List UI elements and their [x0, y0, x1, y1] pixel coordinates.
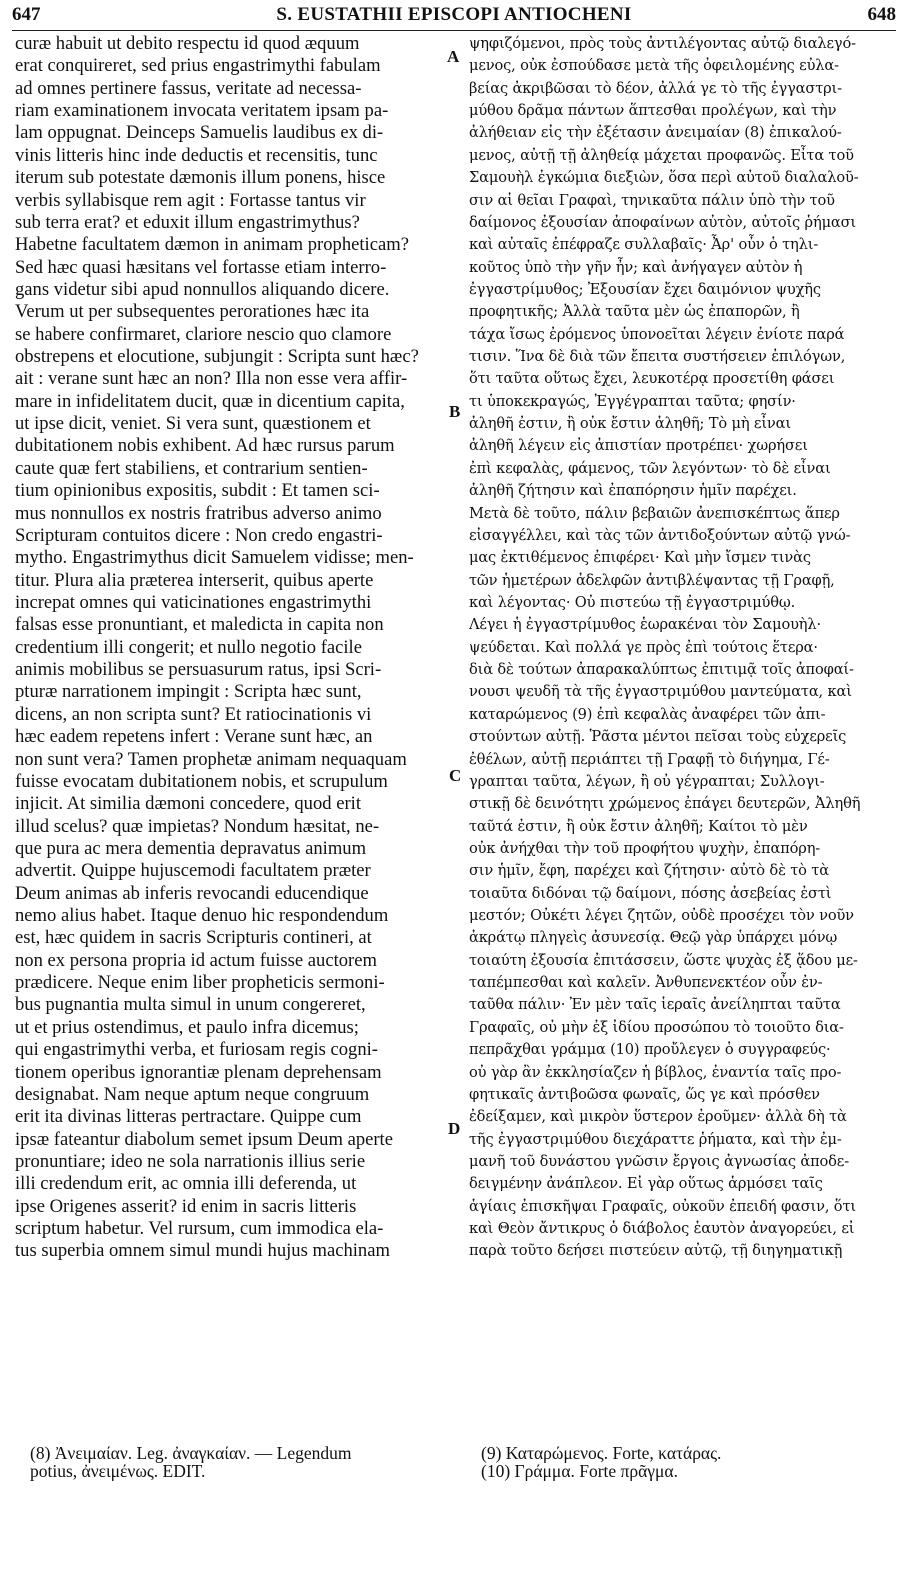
text-line: μας ἐκτιθέμενος ἐπιφέρει· Καὶ μὴν ἴσμεν τινὰς	[469, 549, 811, 567]
text-line: tionem operibus ignorantiæ plenam deprehensam	[15, 1061, 382, 1083]
text-line: titur. Plura alia præterea interserit, quibus aperte	[15, 569, 374, 591]
text-line: τοιαύτη ἐξουσία ἐπιτάσσειν, ὥστε ψυχὰς ἐξ ᾅδου με-	[469, 951, 858, 969]
text-line: στούντων αὐτῇ. Ῥᾶστα μέντοι πεῖσαι τοὺς εὐχερεῖς	[469, 728, 847, 746]
text-line: ἐγγαστρίμυθος; Ἐξουσίαν ἔχει δαιμόνιον ψυχῆς	[469, 280, 821, 298]
footnotes-left	[30, 1444, 450, 1480]
text-line: animis mobilibus se persuasurum ratus, ipsi Scri-	[15, 659, 382, 681]
text-line: ipse Origenes asserit? id enim in sacris litteris	[15, 1195, 357, 1217]
text-line: non sunt vera? Tamen prophetæ animam nequaquam	[15, 748, 407, 770]
text-line: δαίμονος ἐξουσίαν ἀποφαίνων αὐτὸν, αὐτοῖς ῥήμασι	[469, 213, 856, 231]
section-marker-b: B	[449, 402, 461, 421]
text-line: Verum ut per subsequentes perorationes hæc ita	[15, 301, 370, 323]
latin-column	[15, 33, 440, 1263]
greek-column	[469, 33, 901, 1263]
text-line: ἁγίαις ἐπισκῆψαι Γραφαῖς, οὐκοῦν ἐπειδή φασιν, ὅτι	[469, 1197, 856, 1215]
text-line: ἀληθῆ ζήτησιν καὶ ἐπαπόρησιν ἡμῖν παρέχει.	[469, 482, 797, 500]
text-line: bus pugnantia multa simul in unum congereret,	[15, 994, 366, 1016]
text-line: tus superbia omnem simul mundi hujus machinam	[15, 1240, 390, 1262]
text-line: βείας ἀκριβῶσαι τὸ δέον, ἀλλά γε τὸ τῆς ἐγγαστρι-	[469, 79, 842, 97]
text-line: φητικαῖς ἀντιβοῶσα φωναῖς, ὥς γε καὶ πρόσθεν	[469, 1085, 820, 1103]
text-line: καὶ Θεὸν ἄντικρυς ὁ διάβολος ἑαυτὸν ἀναγορεύει, εἰ	[469, 1220, 855, 1238]
text-line: ut ipse dicit, veniet. Si vera sunt, quæstionem et	[15, 413, 371, 435]
text-line: ἀληθῆ λέγειν εἰς ἀπιστίαν προτρέπει· χωρήσει	[469, 437, 808, 455]
text-line: μανῆ τοῦ δυνάστου γνῶσιν ἔργοις ἀγνωσίας ἀποδε-	[469, 1152, 849, 1170]
text-line: δειγμένην ἀνάπλεον. Εἰ γὰρ οὕτως ἁρμόσει ταῖς	[469, 1175, 823, 1193]
text-line: ταῦθα πάλιν· Ἐν μὲν ταῖς ἱεραῖς ἀνείληπται ταῦτα	[469, 996, 841, 1014]
text-line: ἀληθῆ ἐστιν, ἢ οὐκ ἔστιν ἀληθῆ; Τὸ μὴ εἶναι	[469, 415, 791, 433]
text-line: credentium illi congerit; et nullo negotio facile	[15, 636, 362, 658]
text-line: caute quæ fert stabiliens, et contrarium sentien-	[15, 457, 368, 479]
section-marker-d: D	[448, 1119, 461, 1138]
text-line: obstrepens et elocutione, subjungit : Scripta sunt hæc?	[15, 346, 419, 368]
text-line: ἐθέλων, αὐτῇ περιάπτει τῇ Γραφῇ τὸ διήγημα, Γέ-	[469, 750, 830, 768]
text-line: mare in infidelitatem ducit, quæ in dicentium capita,	[15, 390, 405, 412]
section-marker-c: C	[449, 766, 462, 785]
text-line: prædicere. Neque enim liber propheticis sermoni-	[15, 972, 385, 994]
text-line: ipsæ fateantur diabolum semet ipsum Deum aperte	[15, 1128, 393, 1150]
text-line: ad omnes pertinere fassus, veritate ad necessa-	[15, 77, 362, 99]
text-line: Deum animas ab inferis revocandi educendique	[15, 882, 369, 904]
text-line: μύθου δρᾶμα πάντων ἅπτεσθαι προλέγων, καὶ τὴν	[469, 102, 837, 120]
text-line: lam oppugnat. Deinceps Samuelis laudibus ex di-	[15, 122, 384, 144]
text-line: παρὰ τοῦτο δεήσει πιστεύειν αὐτῷ, τῇ διηγηματικῇ	[469, 1242, 843, 1260]
text-line: curæ habuit ut debito respectu id quod æquum	[15, 33, 360, 54]
text-line: dubitationem nobis exhibent. Ad hæc rursus parum	[15, 435, 395, 457]
text-line: ταῦτά ἐστιν, ἢ οὐκ ἔστιν ἀληθῆ; Καίτοι τὸ μὲν	[469, 817, 808, 835]
text-line: τοιαῦτα διδόναι τῷ δαίμονι, πόσης ἀσεβείας ἐστὶ	[469, 884, 832, 902]
text-line: τῆς ἐγγαστριμύθου διεχάραττε ῥήματα, καὶ τὴν ἐμ-	[469, 1130, 842, 1148]
text-line: ψεύδεται. Καὶ πολλά γε πρὸς ἐπὶ τούτοις ἕτερα·	[469, 638, 818, 656]
text-line: καὶ αὐταῖς ἐπέφραζε συλλαβαῖς· Ἆρ' οὖν ὁ τηλι-	[469, 236, 819, 254]
text-line: γραπται ταῦτα, λέγων, ἢ οὐ γέγραπται; Συλλογι-	[469, 772, 825, 790]
text-line: dicens, an non scripta sunt? Et ratiocinationis vi	[15, 703, 372, 725]
page-header	[12, 2, 896, 28]
footnote-line: (10) Γράμμα. Forte πρᾶγμα.	[481, 1461, 678, 1481]
text-line: καταρώμενος (9) ἐπὶ κεφαλὰς ἀναφέρει τῶν ἀπι-	[469, 705, 826, 723]
page-number-right: 648	[867, 4, 896, 25]
text-line: fuisse evocatam dubitationem nobis, et scrupulum	[15, 770, 388, 792]
header-rule	[12, 30, 896, 31]
text-line: nemo alius habet. Itaque denuo hic respondendum	[15, 905, 389, 927]
text-line: σιν ἡμῖν, ἔφη, παρέχει καὶ ζήτησιν· αὐτὸ δὲ τὸ τὰ	[469, 862, 829, 880]
text-line: scriptum habetur. Vel rursum, cum immodica ela-	[15, 1218, 384, 1240]
footnote-line: (9) Καταρώμενος. Forte, κατάρας.	[481, 1443, 722, 1463]
text-line: injicit. At similia dæmoni concedere, quod erit	[15, 793, 361, 815]
text-line: advertit. Quippe hujuscemodi facultatem præter	[15, 860, 371, 882]
text-line: ut et prius ostendimus, et paulo infra dicemus;	[15, 1016, 359, 1038]
text-line: Sed hæc quasi hæsitans vel fortasse etiam interro-	[15, 256, 387, 278]
text-line: qui engastrimythi verba, et furiosam regis cogni-	[15, 1039, 378, 1061]
text-line: erit ita divinas litteras pertractare. Quippe cum	[15, 1106, 362, 1128]
footnotes-right	[481, 1444, 901, 1480]
text-line: Habetne facultatem dæmon in animam propheticam?	[15, 234, 409, 256]
text-line: pturæ narrationem impingit : Scripta hæc sunt,	[15, 681, 362, 703]
text-line: se habere confirmaret, clariore nescio quo clamore	[15, 323, 392, 345]
text-line: μεστόν; Οὐκέτι λέγει ζητῶν, οὐδὲ προσέχει τὸν νοῦν	[469, 907, 854, 925]
text-line: ἐπὶ κεφαλὰς, φάμενος, τῶν λεγόντων· τὸ δὲ εἶναι	[469, 459, 831, 477]
page-number-left: 647	[12, 4, 41, 25]
text-line: que pura ac mera dementia depravatus animum	[15, 837, 367, 859]
text-line: τισιν. Ἵνα δὲ διὰ τῶν ἔπειτα συστήσειεν ἐπιλόγων,	[469, 348, 846, 366]
text-line: hæc eadem repetens infert : Verane sunt hæc, an	[15, 726, 373, 748]
text-line: σιν αἱ θεῖαι Γραφαὶ, τηνικαῦτα πάλιν ὑπὸ τὴν τοῦ	[469, 191, 835, 209]
text-line: ἐδείξαμεν, καὶ μικρὸν ὕστερον ἐροῦμεν· ἀλλὰ δὴ τὰ	[469, 1108, 847, 1126]
footnote-line: (8) Ἀνειμαίαν. Leg. ἀναγκαίαν. — Legendum	[30, 1443, 352, 1463]
text-line: στικῇ δὲ δεινότητι χρώμενος ἐπάγει δευτερῶν, Ἀληθῆ	[469, 795, 861, 813]
text-line: falsas esse pronuntiant, et maledicta in capita non	[15, 614, 384, 636]
text-line: vinis litteris hinc inde deductis et recensitis, tunc	[15, 144, 378, 166]
text-line: designabat. Nam neque aptum neque congruum	[15, 1083, 370, 1105]
text-line: τῶν ἡμετέρων ἀδελφῶν ἀντιβλέψαντας τῇ Γραφῇ,	[469, 571, 835, 589]
text-line: προφητικῆς; Ἀλλὰ ταῦτα μὲν ὡς ἐπαπορῶν, ἢ	[469, 303, 800, 321]
text-line: κοῦτος ὑπὸ τὴν γῆν ἦν; καὶ ἀνήγαγεν αὐτὸν ἡ	[469, 258, 803, 276]
text-line: ait : verane sunt hæc an non? Illa non esse vera affir-	[15, 368, 408, 390]
text-line: μενος, αὐτῇ τῇ ἀληθείᾳ μάχεται προφανῶς. Εἶτα τοῦ	[469, 146, 854, 164]
running-title: S. EUSTATHII EPISCOPI ANTIOCHENI	[276, 4, 632, 25]
text-line: τάχα ἴσως ἐρόμενος ὑπονοεῖται λέγειν ἐνίοτε παρά	[469, 325, 845, 343]
text-line: erat conquireret, sed prius engastrimythi fabulam	[15, 55, 381, 77]
text-line: πεπρᾶχθαι γράμμα (10) προὔλεγεν ὁ συγγραφεύς·	[469, 1041, 831, 1059]
text-line: ἀλήθειαν εἰς τὴν ἐξέτασιν ἀνειμαίαν (8) ἐπικαλού-	[469, 124, 842, 142]
text-line: ὅτι ταῦτα οὕτως ἔχει, λευκοτέρᾳ προσετίθη φάσει	[469, 370, 835, 388]
text-line: ταπέμπεσθαι καὶ καλεῖν. Ἀνθυπενεκτέον οὖν ἐν-	[469, 974, 823, 992]
text-line: Γραφαῖς, οὐ μὴν ἐξ ἰδίου προσώπου τὸ τοιοῦτο δια-	[469, 1018, 844, 1036]
text-line: νουσι ψευδῆ τὰ τῆς ἐγγαστριμύθου μαντεύματα, καὶ	[469, 683, 852, 701]
text-line: Λέγει ἡ ἐγγαστρίμυθος ἑωρακέναι τὸν Σαμουὴλ·	[469, 616, 821, 634]
text-line: gans videtur sibi apud nonnullos aliquando dicere.	[15, 278, 390, 300]
text-line: tium opinionibus expositis, subdit : Et tamen sci-	[15, 480, 380, 502]
text-line: καὶ λέγοντας· Οὐ πιστεύω τῇ ἐγγαστριμύθῳ.	[469, 593, 796, 611]
text-line: verbis syllabisque rem agit : Fortasse tantus vir	[15, 189, 366, 211]
section-marker-a: A	[447, 47, 460, 66]
text-line: τι ὑποκεκραγώς, Ἐγγέγραπται ταῦτα; φησίν·	[469, 392, 796, 410]
text-line: pronuntiare; ideo ne sola narrationis illius serie	[15, 1150, 366, 1172]
text-line: riam examinationem invocata veritatem ipsam pa-	[15, 100, 389, 122]
text-line: iterum sub potestate dæmonis illum ponens, hisce	[15, 167, 386, 189]
text-line: mus nonnullos ex nostris fratribus adverso animo	[15, 502, 382, 524]
text-line: illud scelus? quæ impietas? Nondum hæsitat, ne-	[15, 815, 380, 837]
text-line: οὐ γὰρ ἂν ἐκκλησίαζεν ἡ βίβλος, ἐναντία ταῖς προ-	[469, 1063, 842, 1081]
text-line: εἰσαγγέλλει, καὶ τὰς τῶν ἀντιδοξούντων αὐτῷ γνώ-	[469, 526, 851, 544]
text-line: illi credendum erit, ac omnia illi deferenda, ut	[15, 1173, 357, 1195]
text-line: increpat omnes qui vaticinationes engastrimythi	[15, 591, 372, 613]
text-line: ἀκράτῳ πληγεὶς ἀσυνεσίᾳ. Θεῷ γὰρ ὑπάρχει μόνῳ	[469, 929, 838, 947]
text-line: ψηφιζόμενοι, πρὸς τοὺς ἀντιλέγοντας αὐτῷ διαλεγό-	[469, 35, 856, 52]
footnote-line: potius, ἀνειμένως. EDIT.	[30, 1461, 206, 1481]
text-line: Σαμουὴλ ἐγκώμια διεξιὼν, ὅσα περὶ αὐτοῦ διαλαλοῦ-	[469, 169, 859, 187]
text-line: διὰ δὲ τούτων ἀπαρακαλύπτως ἐπιτιμᾷ τοῖς ἀποφαί-	[469, 661, 854, 679]
text-line: μενος, οὐκ ἐσπούδασε μετὰ τῆς ὀφειλομένης εὐλα-	[469, 57, 839, 75]
text-line: οὐκ ἀνήχθαι τὴν τοῦ προφήτου ψυχὴν, ἐπαπόρη-	[469, 839, 821, 857]
text-line: sub terra erat? et eduxit illum engastrimythus?	[15, 211, 360, 233]
text-line: Μετὰ δὲ τοῦτο, πάλιν βεβαιῶν ἀνεπισκέπτως ἅπερ	[469, 504, 840, 522]
text-line: Scripturam contuitos dicere : Non credo engastri-	[15, 524, 383, 546]
text-line: mytho. Engastrimythus dicit Samuelem vidisse; men-	[15, 547, 414, 569]
text-line: non ex persona propria id actum fuisse auctorem	[15, 949, 377, 971]
text-line: est, hæc quidem in sacris Scripturis contineri, at	[15, 927, 372, 949]
